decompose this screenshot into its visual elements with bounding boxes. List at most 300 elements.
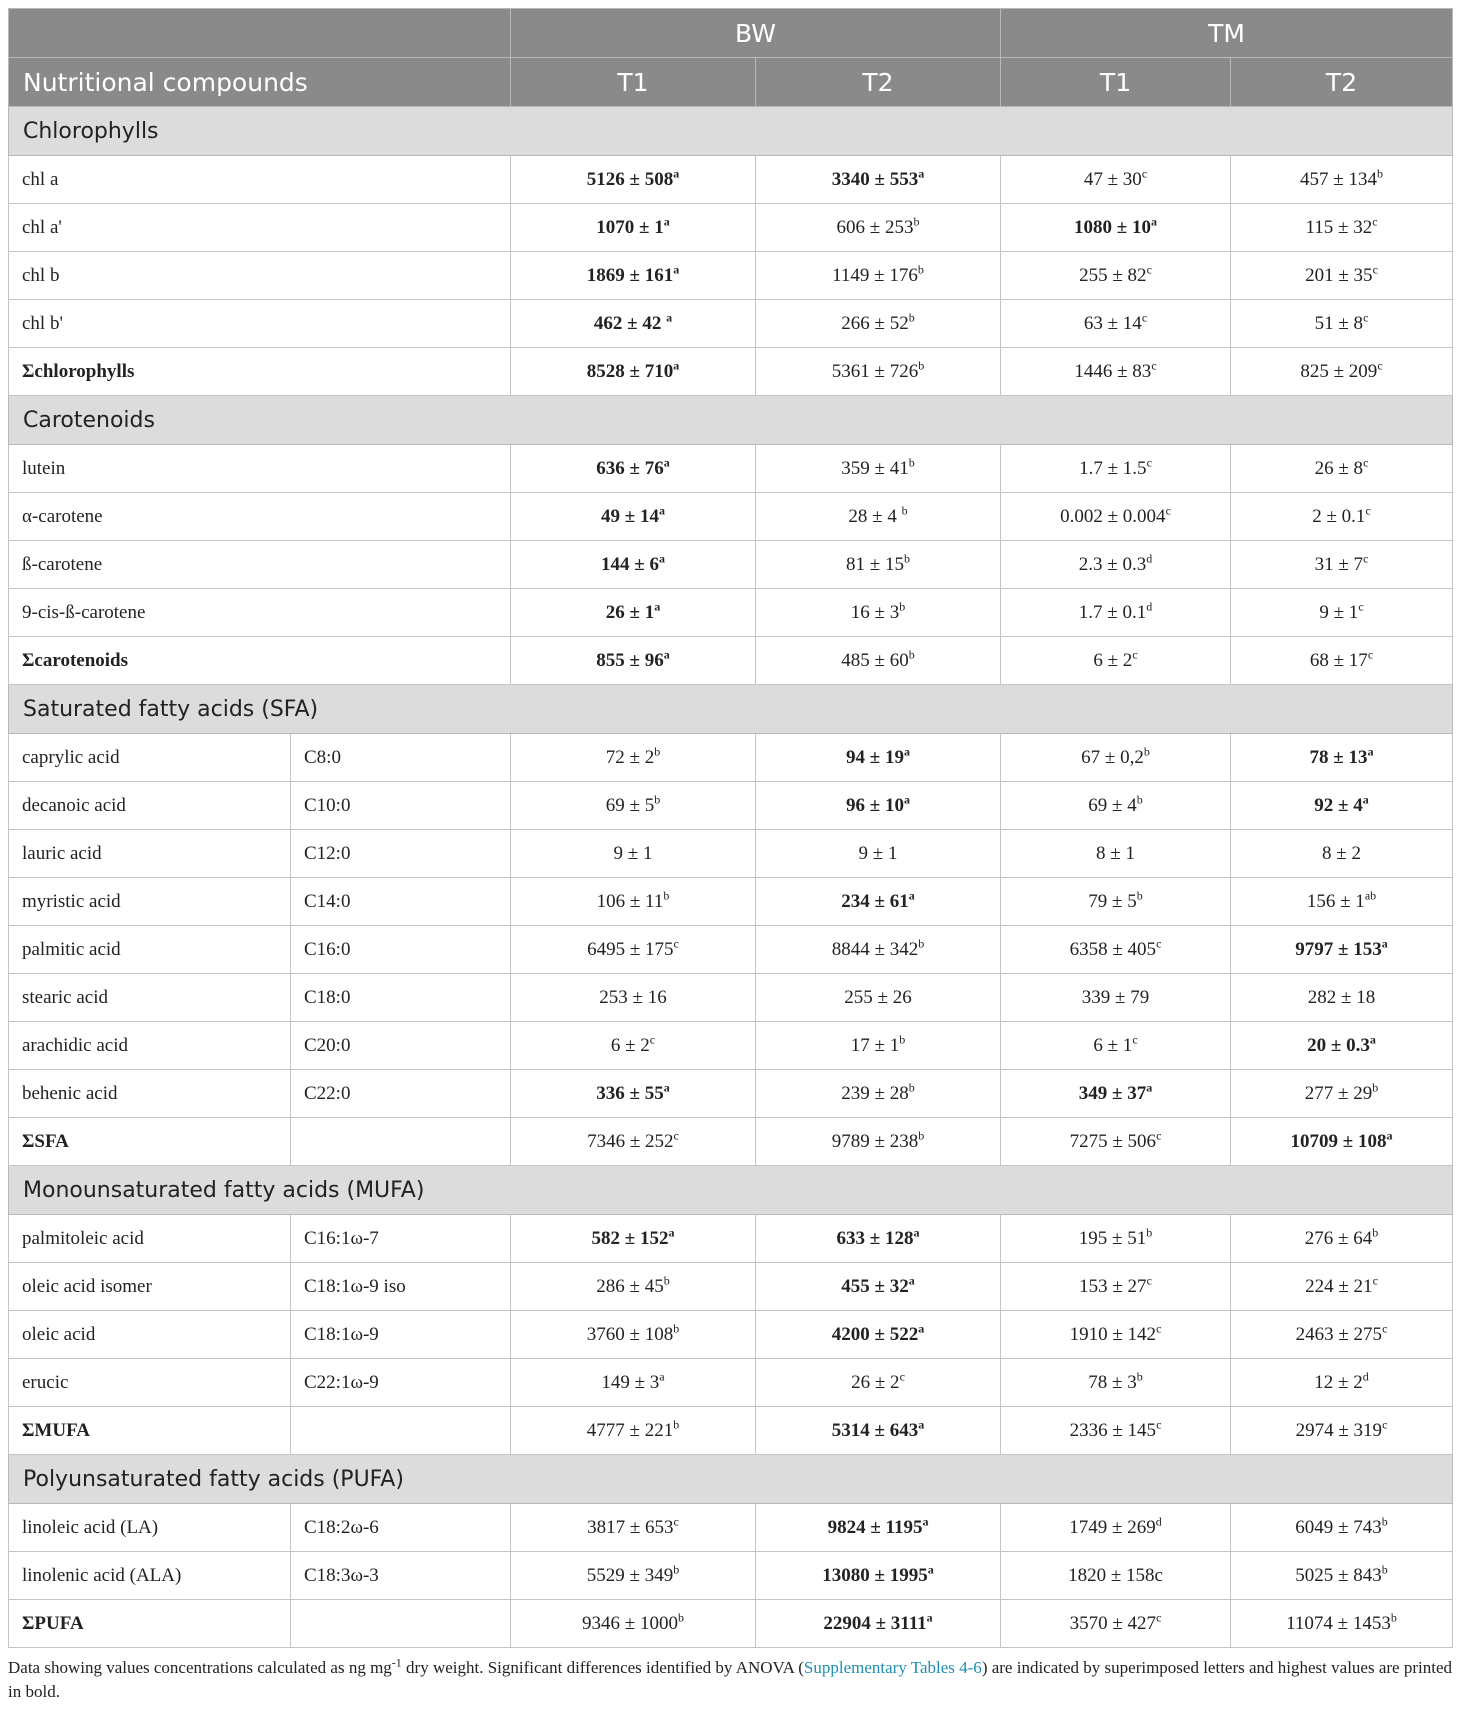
- compound-name: palmitoleic acid: [9, 1215, 291, 1263]
- section-title: Carotenoids: [9, 396, 1453, 445]
- cell-value: 2.3 ± 0.3: [1078, 553, 1147, 575]
- header-group-bw: BW: [511, 9, 1001, 58]
- compound-name: chl b': [9, 300, 511, 348]
- value-cell-bw-t1: [511, 830, 756, 878]
- value-cell-bw-t2: [756, 734, 1001, 782]
- value-cell-bw-t2: [756, 1215, 1001, 1263]
- value-cell-tm-t2: [1231, 734, 1453, 782]
- value-cell-tm-t2: [1231, 1263, 1453, 1311]
- significance-letter: d: [1146, 551, 1153, 566]
- significance-letter: c: [649, 1032, 656, 1047]
- value-cell-bw-t2: [756, 589, 1001, 637]
- significance-letter: b: [654, 792, 661, 807]
- table-row: [9, 541, 1453, 589]
- significance-letter: c: [673, 1128, 679, 1143]
- cell-value: 115 ± 32: [1305, 216, 1373, 238]
- value-cell-bw-t1: [511, 1215, 756, 1263]
- significance-letter: c: [1377, 358, 1383, 373]
- table-row: [9, 1311, 1453, 1359]
- compound-code: C14:0: [291, 878, 511, 926]
- significance-letter: a: [658, 503, 665, 518]
- value-cell-tm-t1: [1001, 1359, 1231, 1407]
- value-cell-tm-t2: [1231, 1311, 1453, 1359]
- compound-code: C18:1ω-9: [291, 1311, 511, 1359]
- value-cell-tm-t1: [1001, 1311, 1231, 1359]
- value-cell-bw-t1: [511, 589, 756, 637]
- value-cell-tm-t1: [1001, 1600, 1231, 1648]
- significance-letter: a: [918, 1417, 925, 1432]
- value-cell-bw-t1: [511, 1311, 756, 1359]
- cell-value: 582 ± 152: [591, 1227, 669, 1249]
- value-cell-tm-t2: [1231, 1552, 1453, 1600]
- section-title: Polyunsaturated fatty acids (PUFA): [9, 1455, 1453, 1504]
- table-row: [9, 300, 1453, 348]
- footnote-text-2: dry weight. Significant differences identified by ANOVA (: [401, 1658, 804, 1677]
- supplementary-tables-link[interactable]: Supplementary Tables 4-6: [803, 1658, 982, 1677]
- value-cell-tm-t2: [1231, 1504, 1453, 1552]
- value-cell-bw-t1: [511, 1552, 756, 1600]
- cell-value: 96 ± 10: [846, 794, 904, 816]
- cell-value: 255 ± 82: [1079, 264, 1147, 286]
- significance-letter: b: [1390, 1610, 1397, 1625]
- significance-letter: a: [903, 792, 910, 807]
- significance-letter: b: [899, 1032, 906, 1047]
- header-tm-t1: T1: [1001, 58, 1231, 107]
- value-cell-bw-t2: [756, 1552, 1001, 1600]
- cell-value: 282 ± 18: [1307, 986, 1376, 1008]
- cell-value: 9 ± 1: [858, 842, 898, 864]
- significance-letter: b: [1136, 888, 1143, 903]
- significance-letter: a: [663, 1080, 670, 1095]
- section-title: Monounsaturated fatty acids (MUFA): [9, 1166, 1453, 1215]
- table-container: [8, 8, 1452, 1704]
- value-cell-tm-t1: [1001, 782, 1231, 830]
- value-cell-bw-t1: [511, 734, 756, 782]
- table-row: [9, 156, 1453, 204]
- table-row: [9, 782, 1453, 830]
- section-header-row: [9, 396, 1453, 445]
- header-empty-cell: [9, 9, 511, 58]
- compound-code: C18:3ω-3: [291, 1552, 511, 1600]
- compound-name: 9-cis-ß-carotene: [9, 589, 511, 637]
- section-title: Chlorophylls: [9, 107, 1453, 156]
- cell-value: 28 ± 4: [848, 505, 902, 527]
- significance-letter: c: [1156, 1417, 1162, 1432]
- value-cell-tm-t2: [1231, 1118, 1453, 1166]
- compound-code: C10:0: [291, 782, 511, 830]
- cell-value: 7346 ± 252: [587, 1130, 674, 1152]
- cell-value: 266 ± 52: [841, 312, 909, 334]
- significance-letter: a: [673, 166, 680, 181]
- value-cell-tm-t2: [1231, 156, 1453, 204]
- value-cell-tm-t1: [1001, 541, 1231, 589]
- value-cell-bw-t1: [511, 1600, 756, 1648]
- value-cell-bw-t2: [756, 1070, 1001, 1118]
- value-cell-tm-t2: [1231, 878, 1453, 926]
- cell-value: 12 ± 2: [1314, 1371, 1363, 1393]
- cell-value: 9824 ± 1195: [827, 1516, 923, 1538]
- cell-value: 9797 ± 153: [1295, 938, 1382, 960]
- significance-letter: a: [654, 599, 661, 614]
- cell-value: 286 ± 45: [596, 1275, 664, 1297]
- value-cell-bw-t2: [756, 637, 1001, 685]
- significance-letter: a: [908, 888, 915, 903]
- cell-value: 1.7 ± 0.1: [1078, 601, 1147, 623]
- significance-letter: c: [1156, 1610, 1162, 1625]
- significance-letter: c: [1372, 214, 1378, 229]
- value-cell-bw-t1: [511, 1070, 756, 1118]
- significance-letter: ab: [1364, 888, 1377, 903]
- compound-code: C18:1ω-9 iso: [291, 1263, 511, 1311]
- significance-letter: b: [913, 214, 920, 229]
- value-cell-tm-t1: [1001, 348, 1231, 396]
- cell-value: 63 ± 14: [1083, 312, 1142, 334]
- table-row: [9, 1407, 1453, 1455]
- value-cell-bw-t2: [756, 1022, 1001, 1070]
- value-cell-bw-t2: [756, 1263, 1001, 1311]
- value-cell-bw-t2: [756, 493, 1001, 541]
- significance-letter: c: [1365, 503, 1371, 518]
- header-column-row: [9, 58, 1453, 107]
- value-cell-tm-t2: [1231, 589, 1453, 637]
- value-cell-tm-t1: [1001, 1118, 1231, 1166]
- value-cell-tm-t2: [1231, 252, 1453, 300]
- significance-letter: c: [899, 1369, 905, 1384]
- compound-name: ΣPUFA: [9, 1600, 291, 1648]
- compound-name: lauric acid: [9, 830, 291, 878]
- cell-value: 3570 ± 427: [1069, 1612, 1157, 1634]
- value-cell-bw-t2: [756, 974, 1001, 1022]
- significance-letter: b: [673, 1562, 680, 1577]
- significance-letter: d: [1146, 599, 1153, 614]
- cell-value: 1.7 ± 1.5: [1079, 457, 1147, 479]
- cell-value: 1910 ± 142: [1069, 1323, 1157, 1345]
- cell-value: 2974 ± 319: [1295, 1419, 1383, 1441]
- table-row: [9, 348, 1453, 396]
- cell-value: 633 ± 128: [836, 1227, 914, 1249]
- cell-value: 3760 ± 108: [586, 1323, 674, 1345]
- cell-value: 1446 ± 83: [1074, 360, 1152, 382]
- significance-letter: b: [1136, 792, 1143, 807]
- value-cell-bw-t1: [511, 782, 756, 830]
- significance-letter: b: [917, 262, 924, 277]
- value-cell-bw-t1: [511, 156, 756, 204]
- significance-letter: c: [1382, 1417, 1388, 1432]
- nutritional-compounds-table: [8, 8, 1453, 1648]
- significance-letter: b: [903, 551, 910, 566]
- value-cell-tm-t2: [1231, 637, 1453, 685]
- section-header-row: [9, 1166, 1453, 1215]
- cell-value: 26 ± 2: [851, 1371, 900, 1393]
- table-row: [9, 1215, 1453, 1263]
- value-cell-bw-t1: [511, 541, 756, 589]
- value-cell-bw-t2: [756, 348, 1001, 396]
- cell-value: 31 ± 7: [1314, 553, 1364, 575]
- value-cell-bw-t2: [756, 252, 1001, 300]
- significance-letter: c: [1146, 1273, 1152, 1288]
- value-cell-tm-t1: [1001, 830, 1231, 878]
- value-cell-tm-t1: [1001, 1215, 1231, 1263]
- significance-letter: c: [1146, 262, 1152, 277]
- table-row: [9, 445, 1453, 493]
- cell-value: 51 ± 8: [1314, 312, 1364, 334]
- table-row: [9, 1552, 1453, 1600]
- significance-letter: c: [1165, 503, 1171, 518]
- value-cell-bw-t1: [511, 445, 756, 493]
- cell-value: 3340 ± 553: [831, 168, 919, 190]
- cell-value: 6 ± 1: [1093, 1034, 1133, 1056]
- table-row: [9, 637, 1453, 685]
- cell-value: 455 ± 32: [841, 1275, 909, 1297]
- cell-value: 9346 ± 1000: [582, 1612, 678, 1634]
- cell-value: 606 ± 253: [836, 216, 914, 238]
- compound-name: Σchlorophylls: [9, 348, 511, 396]
- compound-name: ΣSFA: [9, 1118, 291, 1166]
- cell-value: 13080 ± 1995: [822, 1564, 928, 1586]
- table-row: [9, 252, 1453, 300]
- footnote-superscript: -1: [391, 1655, 402, 1670]
- cell-value: 1080 ± 10: [1074, 216, 1151, 238]
- value-cell-tm-t1: [1001, 493, 1231, 541]
- significance-letter: c: [1372, 1273, 1378, 1288]
- header-group-row: [9, 9, 1453, 58]
- significance-letter: a: [666, 310, 673, 325]
- value-cell-tm-t1: [1001, 445, 1231, 493]
- value-cell-bw-t2: [756, 830, 1001, 878]
- compound-name: oleic acid: [9, 1311, 291, 1359]
- cell-value: 6049 ± 743: [1295, 1516, 1382, 1538]
- cell-value: 49 ± 14: [601, 505, 659, 527]
- compound-name: oleic acid isomer: [9, 1263, 291, 1311]
- cell-value: 22904 ± 3111: [823, 1612, 927, 1634]
- significance-letter: a: [1146, 1080, 1153, 1095]
- significance-letter: c: [673, 1514, 679, 1529]
- table-row: [9, 1070, 1453, 1118]
- compound-name: caprylic acid: [9, 734, 291, 782]
- cell-value: 825 ± 209: [1300, 360, 1378, 382]
- cell-value: 2 ± 0.1: [1312, 505, 1366, 527]
- significance-letter: a: [918, 1321, 925, 1336]
- cell-value: 78 ± 13: [1309, 746, 1368, 768]
- significance-letter: c: [1363, 455, 1369, 470]
- header-bw-t2: T2: [756, 58, 1001, 107]
- compound-name: linolenic acid (ALA): [9, 1552, 291, 1600]
- cell-value: 72 ± 2: [605, 746, 655, 768]
- value-cell-tm-t2: [1231, 1600, 1453, 1648]
- compound-code: C20:0: [291, 1022, 511, 1070]
- value-cell-tm-t2: [1231, 1359, 1453, 1407]
- compound-name: α-carotene: [9, 493, 511, 541]
- cell-value: 156 ± 1: [1306, 890, 1365, 912]
- significance-letter: a: [1362, 792, 1369, 807]
- value-cell-bw-t2: [756, 782, 1001, 830]
- significance-letter: b: [673, 1321, 680, 1336]
- cell-value: 255 ± 26: [844, 986, 912, 1008]
- significance-letter: a: [1367, 744, 1374, 759]
- significance-letter: b: [908, 310, 915, 325]
- compound-name: chl a: [9, 156, 511, 204]
- significance-letter: c: [1141, 166, 1148, 181]
- cell-value: 253 ± 16: [599, 986, 667, 1008]
- value-cell-tm-t2: [1231, 830, 1453, 878]
- cell-value: 67 ± 0,2: [1081, 746, 1144, 768]
- cell-value: 4200 ± 522: [831, 1323, 919, 1345]
- value-cell-tm-t1: [1001, 252, 1231, 300]
- significance-letter: c: [1358, 599, 1364, 614]
- value-cell-tm-t1: [1001, 1263, 1231, 1311]
- compound-name: lutein: [9, 445, 511, 493]
- significance-letter: b: [663, 1273, 670, 1288]
- significance-letter: b: [1372, 1225, 1379, 1240]
- significance-letter: b: [1146, 1225, 1153, 1240]
- significance-letter: a: [658, 551, 665, 566]
- value-cell-bw-t2: [756, 445, 1001, 493]
- cell-value: 339 ± 79: [1081, 986, 1150, 1008]
- cell-value: 7275 ± 506: [1069, 1130, 1157, 1152]
- value-cell-bw-t2: [756, 1407, 1001, 1455]
- value-cell-bw-t1: [511, 637, 756, 685]
- significance-letter: b: [918, 1128, 925, 1143]
- cell-value: 26 ± 1: [605, 601, 655, 623]
- value-cell-bw-t1: [511, 1022, 756, 1070]
- value-cell-bw-t2: [756, 1311, 1001, 1359]
- value-cell-tm-t2: [1231, 1215, 1453, 1263]
- value-cell-tm-t2: [1231, 300, 1453, 348]
- cell-value: 4777 ± 221: [586, 1419, 674, 1441]
- cell-value: 153 ± 27: [1079, 1275, 1147, 1297]
- value-cell-tm-t1: [1001, 734, 1231, 782]
- footnote-text-3: ) are indicated by superimposed letters and highest values are printed in bold.: [8, 1658, 1452, 1701]
- value-cell-tm-t2: [1231, 974, 1453, 1022]
- compound-code: C16:0: [291, 926, 511, 974]
- cell-value: 3817 ± 653: [587, 1516, 674, 1538]
- table-row: [9, 1600, 1453, 1648]
- significance-letter: a: [908, 1273, 915, 1288]
- cell-value: 1070 ± 1: [596, 216, 664, 238]
- cell-value: 5529 ± 349: [586, 1564, 674, 1586]
- value-cell-tm-t1: [1001, 926, 1231, 974]
- significance-letter: a: [918, 166, 925, 181]
- header-tm-t2: T2: [1231, 58, 1453, 107]
- significance-letter: c: [673, 936, 679, 951]
- significance-letter: c: [1382, 1321, 1388, 1336]
- value-cell-tm-t1: [1001, 1552, 1231, 1600]
- table-row: [9, 493, 1453, 541]
- cell-value: 26 ± 8: [1314, 457, 1364, 479]
- value-cell-tm-t2: [1231, 1022, 1453, 1070]
- significance-letter: a: [927, 1562, 934, 1577]
- value-cell-bw-t1: [511, 926, 756, 974]
- value-cell-tm-t1: [1001, 1504, 1231, 1552]
- value-cell-tm-t2: [1231, 204, 1453, 252]
- cell-value: 336 ± 55: [596, 1082, 664, 1104]
- value-cell-bw-t1: [511, 493, 756, 541]
- value-cell-tm-t1: [1001, 974, 1231, 1022]
- cell-value: 144 ± 6: [601, 553, 659, 575]
- significance-letter: c: [1132, 1032, 1138, 1047]
- value-cell-tm-t1: [1001, 878, 1231, 926]
- section-title: Saturated fatty acids (SFA): [9, 685, 1453, 734]
- value-cell-bw-t2: [756, 156, 1001, 204]
- value-cell-bw-t1: [511, 204, 756, 252]
- table-row: [9, 926, 1453, 974]
- value-cell-tm-t2: [1231, 348, 1453, 396]
- significance-letter: d: [1362, 1369, 1369, 1384]
- compound-code: C18:0: [291, 974, 511, 1022]
- compound-code: C12:0: [291, 830, 511, 878]
- cell-value: 8 ± 1: [1096, 842, 1135, 864]
- section-header-row: [9, 685, 1453, 734]
- cell-value: 5126 ± 508: [586, 168, 674, 190]
- value-cell-tm-t1: [1001, 589, 1231, 637]
- significance-letter: c: [1363, 551, 1369, 566]
- cell-value: 8528 ± 710: [586, 360, 674, 382]
- significance-letter: a: [668, 1225, 675, 1240]
- significance-letter: d: [1155, 1514, 1162, 1529]
- significance-letter: b: [908, 647, 915, 662]
- cell-value: 11074 ± 1453: [1286, 1612, 1391, 1634]
- cell-value: 47 ± 30: [1083, 168, 1142, 190]
- significance-letter: c: [1156, 936, 1162, 951]
- table-row: [9, 1022, 1453, 1070]
- significance-letter: b: [901, 503, 908, 518]
- cell-value: 349 ± 37: [1078, 1082, 1147, 1104]
- cell-value: 5314 ± 643: [831, 1419, 919, 1441]
- value-cell-bw-t1: [511, 1118, 756, 1166]
- compound-code: [291, 1407, 511, 1455]
- significance-letter: a: [1369, 1032, 1376, 1047]
- compound-name: linoleic acid (LA): [9, 1504, 291, 1552]
- table-row: [9, 974, 1453, 1022]
- cell-value: 8844 ± 342: [831, 938, 919, 960]
- table-row: [9, 589, 1453, 637]
- compound-code: [291, 1118, 511, 1166]
- value-cell-tm-t2: [1231, 1407, 1453, 1455]
- significance-letter: b: [918, 358, 925, 373]
- significance-letter: b: [1381, 1514, 1388, 1529]
- cell-value: 1820 ± 158c: [1068, 1564, 1163, 1586]
- table-row: [9, 1359, 1453, 1407]
- significance-letter: c: [1151, 358, 1157, 373]
- significance-letter: b: [918, 936, 925, 951]
- cell-value: 8 ± 2: [1322, 842, 1361, 864]
- cell-value: 9789 ± 238: [831, 1130, 919, 1152]
- cell-value: 6 ± 2: [610, 1034, 650, 1056]
- significance-letter: b: [1372, 1080, 1379, 1095]
- significance-letter: b: [1376, 166, 1383, 181]
- value-cell-tm-t2: [1231, 541, 1453, 589]
- compound-name: behenic acid: [9, 1070, 291, 1118]
- compound-name: arachidic acid: [9, 1022, 291, 1070]
- significance-letter: b: [663, 888, 670, 903]
- compound-name: ß-carotene: [9, 541, 511, 589]
- value-cell-tm-t2: [1231, 445, 1453, 493]
- significance-letter: c: [1132, 647, 1138, 662]
- section-header-row: [9, 1455, 1453, 1504]
- significance-letter: a: [663, 647, 670, 662]
- header-bw-t1: T1: [511, 58, 756, 107]
- significance-letter: b: [908, 455, 915, 470]
- cell-value: 92 ± 4: [1314, 794, 1363, 816]
- cell-value: 10709 ± 108: [1290, 1130, 1387, 1152]
- significance-letter: a: [673, 358, 680, 373]
- cell-value: 2336 ± 145: [1069, 1419, 1157, 1441]
- significance-letter: c: [1141, 310, 1148, 325]
- cell-value: 149 ± 3: [601, 1371, 660, 1393]
- compound-name: chl b: [9, 252, 511, 300]
- cell-value: 6 ± 2: [1093, 649, 1133, 671]
- significance-letter: a: [913, 1225, 920, 1240]
